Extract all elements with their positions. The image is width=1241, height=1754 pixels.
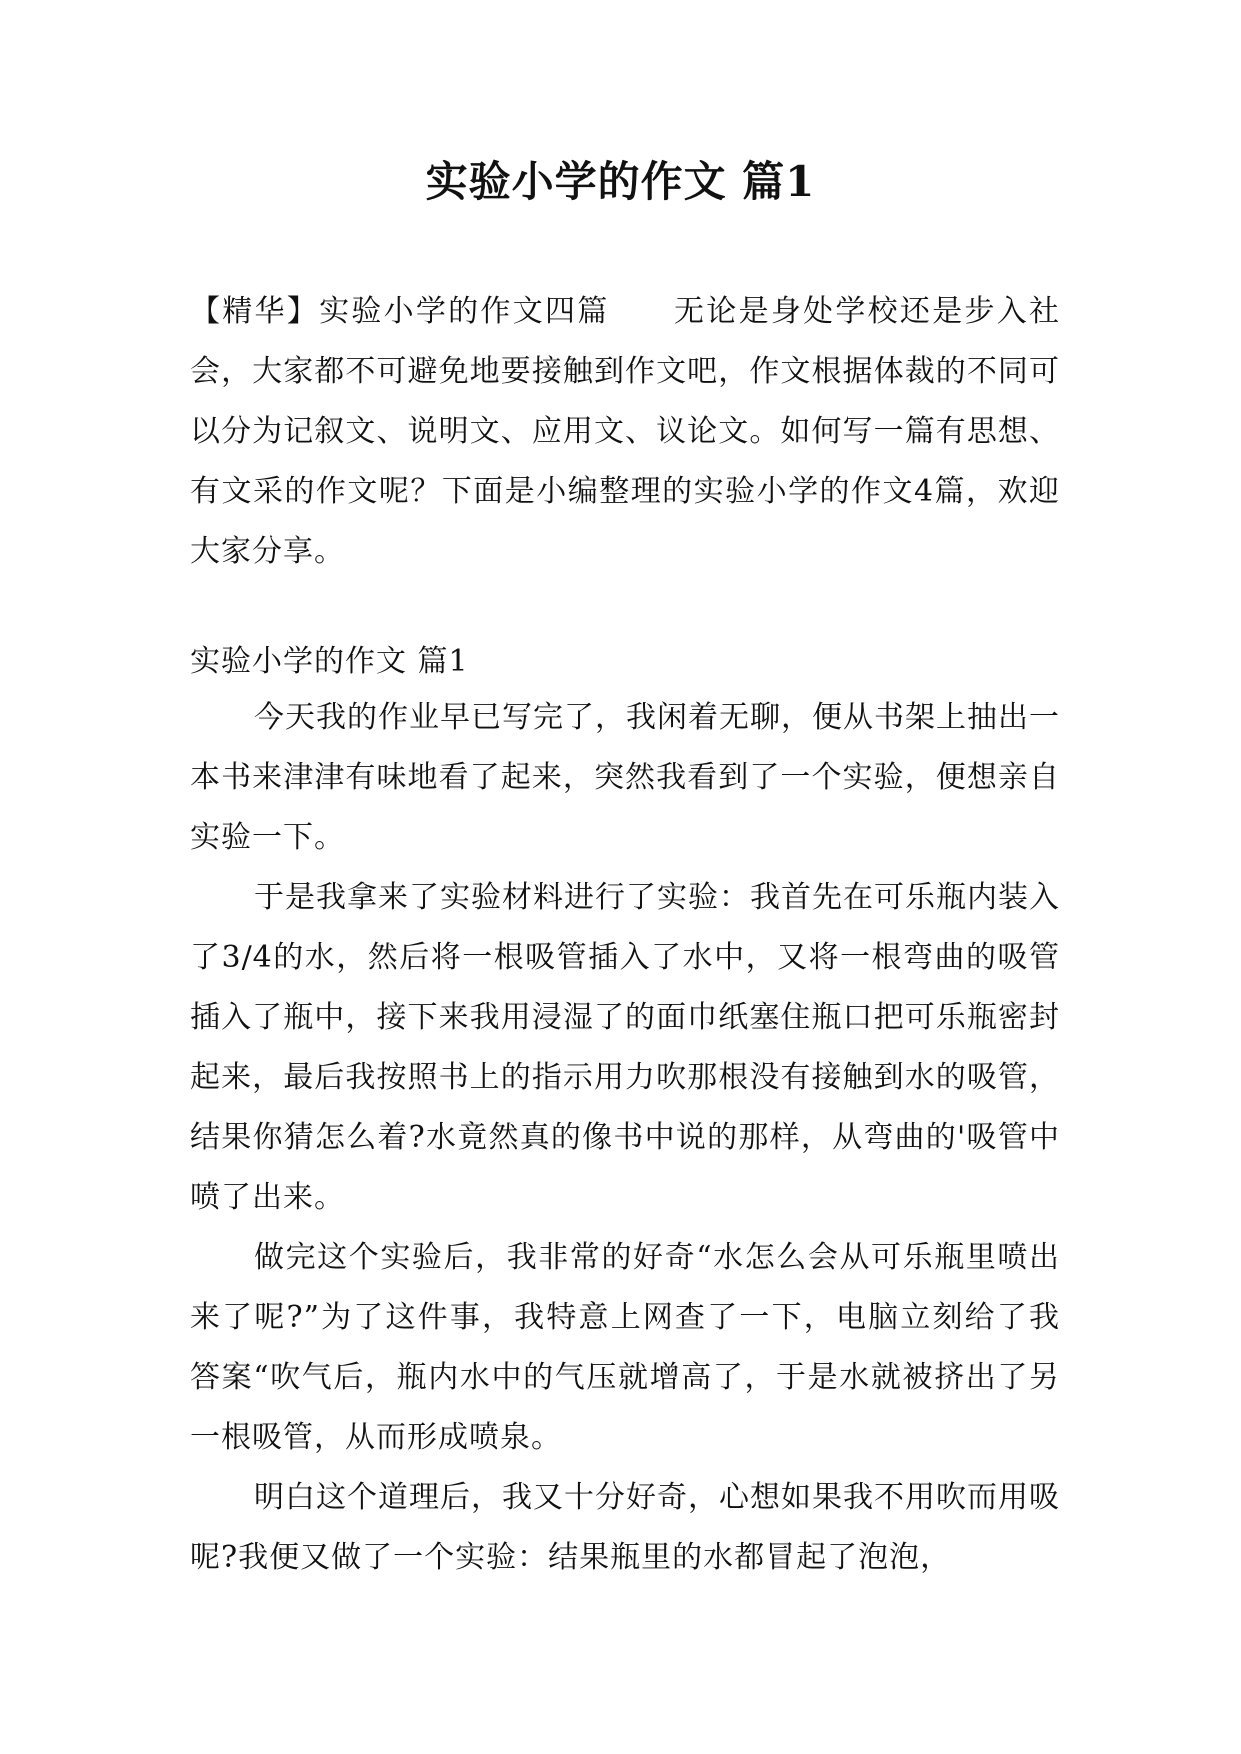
intro-paragraph: 【精华】实验小学的作文四篇 无论是身处学校还是步入社会，大家都不可避免地要接触到作文吧，作文根据体裁的不同可以分为记叙文、说明文、应用文、议论文。如何写一篇有思想、有文采的作文呢？下面是小编整理的实验小学的作文4篇，欢迎大家分享。 [190,294,1060,569]
essay-paragraph: 今天我的作业早已写完了，我闲着无聊，便从书架上抽出一本书来津津有味地看了起来，突然我看到了一个实验，便想亲自实验一下。 [190,700,1060,855]
document-title: 实验小学的作文 篇1 [425,157,816,206]
essay-paragraph: 于是我拿来了实验材料进行了实验：我首先在可乐瓶内装入了3/4的水，然后将一根吸管插入了水中，又将一根弯曲的吸管插入了瓶中，接下来我用浸湿了的面巾纸塞住瓶口把可乐瓶密封起来，最后我按照书上的指示用力吹那根没有接触到水的吸管，结果你猜怎么着?水竟然真的像书中说的那样，从弯曲的'吸管中喷了出来。 [190,880,1060,1215]
essay-paragraph: 做完这个实验后，我非常的好奇“水怎么会从可乐瓶里喷出来了呢?”为了这件事，我特意上网查了一下，电脑立刻给了我答案“吹气后，瓶内水中的气压就增高了，于是水就被挤出了另一根吸管，从而形成喷泉。 [190,1240,1060,1455]
section-heading: 实验小学的作文 篇1 [190,644,469,679]
essay-body [190,688,1060,1588]
essay-paragraph: 明白这个道理后，我又十分好奇，心想如果我不用吹而用吸呢?我便又做了一个实验：结果瓶里的水都冒起了泡泡， [190,1480,1060,1575]
